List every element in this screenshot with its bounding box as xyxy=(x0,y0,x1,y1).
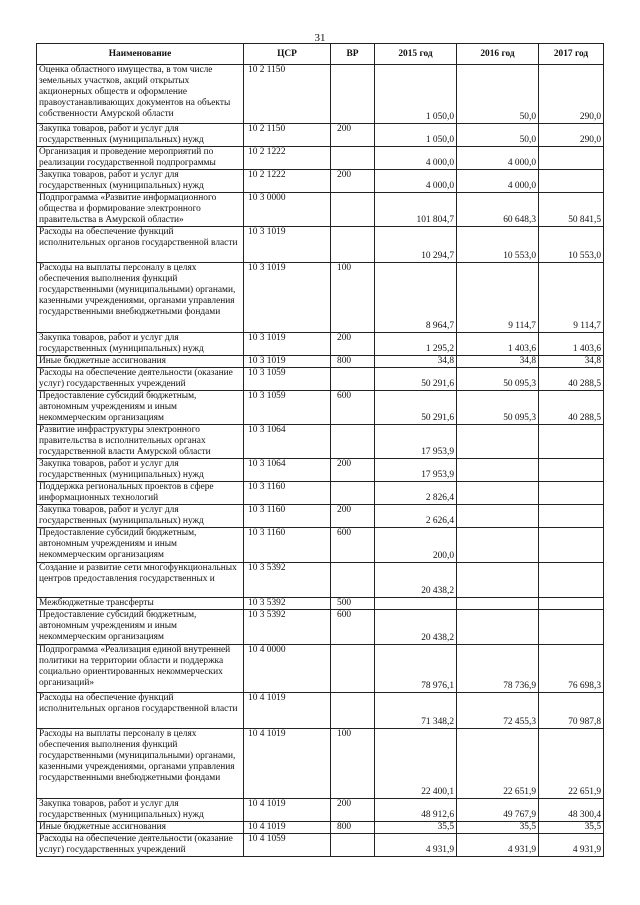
table-row xyxy=(37,834,604,857)
cell-csr: 10 4 1019 xyxy=(244,693,331,729)
table-row xyxy=(37,333,604,356)
cell-2017: 35,5 xyxy=(539,822,604,834)
cell-2015: 200,0 xyxy=(375,528,457,563)
cell-2015: 2 626,4 xyxy=(375,505,457,528)
cell-2016 xyxy=(457,505,539,528)
table-row xyxy=(37,368,604,391)
cell-csr: 10 3 5392 xyxy=(244,598,331,610)
cell-csr: 10 3 1160 xyxy=(244,482,331,505)
cell-2017 xyxy=(539,505,604,528)
cell-csr: 10 4 1019 xyxy=(244,799,331,822)
cell-2015: 50 291,6 xyxy=(375,391,457,425)
table-row xyxy=(37,505,604,528)
cell-2015: 17 953,9 xyxy=(375,425,457,459)
cell-2016 xyxy=(457,459,539,482)
cell-csr: 10 3 1059 xyxy=(244,368,331,391)
cell-name: Предоставление субсидий бюджетным, автономным учреждениям и иным некоммерческим организациям xyxy=(37,528,244,563)
cell-vr xyxy=(331,193,375,227)
cell-2015: 71 348,2 xyxy=(375,693,457,729)
cell-vr: 800 xyxy=(331,356,375,368)
cell-vr: 100 xyxy=(331,263,375,333)
cell-vr: 200 xyxy=(331,333,375,356)
cell-name: Подпрограмма «Реализация единой внутренней политики на территории области и поддержка социально ориентированных некоммерческих организаций» xyxy=(37,645,244,693)
table-row xyxy=(37,193,604,227)
col-header-vr: ВР xyxy=(331,44,375,65)
cell-2016 xyxy=(457,528,539,563)
cell-vr xyxy=(331,645,375,693)
cell-2015: 4 931,9 xyxy=(375,834,457,857)
cell-2017: 70 987,8 xyxy=(539,693,604,729)
cell-2016: 35,5 xyxy=(457,822,539,834)
cell-csr: 10 3 5392 xyxy=(244,563,331,598)
cell-vr xyxy=(331,227,375,263)
cell-csr: 10 3 1064 xyxy=(244,459,331,482)
cell-2015: 22 400,1 xyxy=(375,729,457,799)
cell-vr: 800 xyxy=(331,822,375,834)
cell-csr: 10 3 0000 xyxy=(244,193,331,227)
cell-csr: 10 2 1150 xyxy=(244,65,331,124)
cell-vr: 100 xyxy=(331,729,375,799)
cell-csr: 10 2 1222 xyxy=(244,147,331,170)
col-header-2015: 2015 год xyxy=(375,44,457,65)
cell-2015: 4 000,0 xyxy=(375,170,457,193)
cell-2015: 1 050,0 xyxy=(375,124,457,147)
cell-2016: 50,0 xyxy=(457,124,539,147)
cell-vr xyxy=(331,147,375,170)
cell-2015: 20 438,2 xyxy=(375,563,457,598)
cell-2016: 34,8 xyxy=(457,356,539,368)
table-row xyxy=(37,693,604,729)
cell-name: Закупка товаров, работ и услуг для государственных (муниципальных) нужд xyxy=(37,799,244,822)
col-header-2017: 2017 год xyxy=(539,44,604,65)
table-row xyxy=(37,263,604,333)
table-row xyxy=(37,391,604,425)
cell-csr: 10 2 1150 xyxy=(244,124,331,147)
cell-vr: 200 xyxy=(331,799,375,822)
cell-csr: 10 3 1019 xyxy=(244,227,331,263)
cell-2016 xyxy=(457,425,539,459)
cell-2015: 48 912,6 xyxy=(375,799,457,822)
col-header-csr: ЦСР xyxy=(244,44,331,65)
cell-csr: 10 3 1160 xyxy=(244,505,331,528)
cell-2015: 1 295,2 xyxy=(375,333,457,356)
cell-name: Поддержка региональных проектов в сфере информационных технологий xyxy=(37,482,244,505)
cell-2016: 49 767,9 xyxy=(457,799,539,822)
col-header-2016: 2016 год xyxy=(457,44,539,65)
cell-name: Расходы на выплаты персоналу в целях обеспечения выполнения функций государственными (муниципальными) органами, казенными учреждениями, органами управления государственными внебюджетными фондами xyxy=(37,729,244,799)
cell-2017: 290,0 xyxy=(539,124,604,147)
cell-2017: 4 931,9 xyxy=(539,834,604,857)
cell-name: Предоставление субсидий бюджетным, автономным учреждениям и иным некоммерческим организациям xyxy=(37,391,244,425)
cell-2016: 50 095,3 xyxy=(457,368,539,391)
table-row xyxy=(37,227,604,263)
table-row xyxy=(37,645,604,693)
table-row xyxy=(37,610,604,645)
table-body xyxy=(37,65,604,857)
table-row xyxy=(37,170,604,193)
table-row xyxy=(37,799,604,822)
cell-2017: 40 288,5 xyxy=(539,391,604,425)
cell-2015: 50 291,6 xyxy=(375,368,457,391)
cell-csr: 10 3 1019 xyxy=(244,333,331,356)
cell-name: Предоставление субсидий бюджетным, автономным учреждениям и иным некоммерческим организациям xyxy=(37,610,244,645)
cell-vr xyxy=(331,425,375,459)
cell-2017: 10 553,0 xyxy=(539,227,604,263)
cell-2015: 4 000,0 xyxy=(375,147,457,170)
cell-vr: 200 xyxy=(331,170,375,193)
cell-vr: 200 xyxy=(331,124,375,147)
cell-2016: 4 000,0 xyxy=(457,147,539,170)
cell-2017: 1 403,6 xyxy=(539,333,604,356)
cell-2016: 72 455,3 xyxy=(457,693,539,729)
cell-vr xyxy=(331,368,375,391)
cell-name: Иные бюджетные ассигнования xyxy=(37,822,244,834)
cell-vr: 600 xyxy=(331,391,375,425)
cell-vr: 600 xyxy=(331,528,375,563)
cell-2016 xyxy=(457,610,539,645)
cell-csr: 10 4 1059 xyxy=(244,834,331,857)
cell-name: Закупка товаров, работ и услуг для государственных (муниципальных) нужд xyxy=(37,333,244,356)
cell-2016: 10 553,0 xyxy=(457,227,539,263)
cell-vr xyxy=(331,563,375,598)
budget-table xyxy=(36,43,604,857)
cell-vr: 500 xyxy=(331,598,375,610)
cell-name: Организация и проведение мероприятий по реализации государственной подпрограммы xyxy=(37,147,244,170)
cell-2016: 78 736,9 xyxy=(457,645,539,693)
table-row xyxy=(37,563,604,598)
cell-2015: 1 050,0 xyxy=(375,65,457,124)
cell-name: Развитие инфраструктуры электронного правительства в исполнительных органах государственной власти Амурской области xyxy=(37,425,244,459)
cell-name: Расходы на обеспечение деятельности (оказание услуг) государственных учреждений xyxy=(37,834,244,857)
cell-2016: 22 651,9 xyxy=(457,729,539,799)
cell-name: Расходы на обеспечение функций исполнительных органов государственной власти xyxy=(37,227,244,263)
cell-2015: 10 294,7 xyxy=(375,227,457,263)
cell-2015: 20 438,2 xyxy=(375,610,457,645)
cell-2017: 290,0 xyxy=(539,65,604,124)
cell-csr: 10 2 1222 xyxy=(244,170,331,193)
table-row xyxy=(37,822,604,834)
cell-2016: 50 095,3 xyxy=(457,391,539,425)
cell-name: Оценка областного имущества, в том числе земельных участков, акций открытых акционерных обществ и оформление правоустанавливающих документов на объекты собственности Амурской области xyxy=(37,65,244,124)
cell-csr: 10 4 1019 xyxy=(244,822,331,834)
cell-2015: 17 953,9 xyxy=(375,459,457,482)
cell-name: Расходы на выплаты персоналу в целях обеспечения выполнения функций государственными (муниципальными) органами, казенными учреждениями, органами управления государственными внебюджетными фондами xyxy=(37,263,244,333)
cell-csr: 10 3 5392 xyxy=(244,610,331,645)
cell-2017: 48 300,4 xyxy=(539,799,604,822)
cell-2015: 34,8 xyxy=(375,356,457,368)
cell-csr: 10 3 1064 xyxy=(244,425,331,459)
cell-2016 xyxy=(457,482,539,505)
cell-2017: 22 651,9 xyxy=(539,729,604,799)
cell-2017 xyxy=(539,598,604,610)
table-row xyxy=(37,598,604,610)
cell-vr xyxy=(331,482,375,505)
cell-2017 xyxy=(539,610,604,645)
cell-vr xyxy=(331,834,375,857)
cell-2017 xyxy=(539,482,604,505)
table-row xyxy=(37,729,604,799)
cell-2017 xyxy=(539,528,604,563)
cell-vr: 200 xyxy=(331,459,375,482)
cell-2017: 76 698,3 xyxy=(539,645,604,693)
cell-2017: 9 114,7 xyxy=(539,263,604,333)
cell-2016 xyxy=(457,563,539,598)
table-row xyxy=(37,147,604,170)
cell-2017 xyxy=(539,147,604,170)
col-header-name: Наименование xyxy=(37,44,244,65)
cell-2016 xyxy=(457,598,539,610)
cell-2016: 4 000,0 xyxy=(457,170,539,193)
cell-name: Создание и развитие сети многофункциональных центров предоставления государственных и xyxy=(37,563,244,598)
cell-2015: 2 826,4 xyxy=(375,482,457,505)
table-row xyxy=(37,356,604,368)
cell-name: Иные бюджетные ассигнования xyxy=(37,356,244,368)
cell-2017 xyxy=(539,459,604,482)
cell-name: Межбюджетные трансферты xyxy=(37,598,244,610)
cell-2016: 9 114,7 xyxy=(457,263,539,333)
cell-vr xyxy=(331,65,375,124)
cell-vr: 200 xyxy=(331,505,375,528)
table-row xyxy=(37,482,604,505)
cell-2016: 50,0 xyxy=(457,65,539,124)
cell-2017 xyxy=(539,425,604,459)
cell-name: Подпрограмма «Развитие информационного общества и формирование электронного правительства в Амурской области» xyxy=(37,193,244,227)
cell-name: Закупка товаров, работ и услуг для государственных (муниципальных) нужд xyxy=(37,170,244,193)
cell-csr: 10 3 1160 xyxy=(244,528,331,563)
table-row xyxy=(37,65,604,124)
table-row xyxy=(37,528,604,563)
cell-2017: 50 841,5 xyxy=(539,193,604,227)
table-row xyxy=(37,459,604,482)
table-row xyxy=(37,124,604,147)
cell-2016: 1 403,6 xyxy=(457,333,539,356)
page-number: 31 xyxy=(314,32,326,44)
cell-vr: 600 xyxy=(331,610,375,645)
cell-name: Закупка товаров, работ и услуг для государственных (муниципальных) нужд xyxy=(37,459,244,482)
cell-csr: 10 3 1019 xyxy=(244,356,331,368)
cell-2015: 78 976,1 xyxy=(375,645,457,693)
cell-2017: 34,8 xyxy=(539,356,604,368)
cell-2017 xyxy=(539,563,604,598)
cell-2016: 60 648,3 xyxy=(457,193,539,227)
cell-name: Расходы на обеспечение функций исполнительных органов государственной власти xyxy=(37,693,244,729)
cell-2015: 8 964,7 xyxy=(375,263,457,333)
cell-vr xyxy=(331,693,375,729)
cell-csr: 10 4 0000 xyxy=(244,645,331,693)
cell-csr: 10 4 1019 xyxy=(244,729,331,799)
cell-csr: 10 3 1059 xyxy=(244,391,331,425)
cell-2015: 101 804,7 xyxy=(375,193,457,227)
table-row xyxy=(37,425,604,459)
cell-name: Закупка товаров, работ и услуг для государственных (муниципальных) нужд xyxy=(37,505,244,528)
cell-name: Закупка товаров, работ и услуг для государственных (муниципальных) нужд xyxy=(37,124,244,147)
header-row xyxy=(37,44,604,65)
cell-2015 xyxy=(375,598,457,610)
cell-2016: 4 931,9 xyxy=(457,834,539,857)
cell-2015: 35,5 xyxy=(375,822,457,834)
cell-csr: 10 3 1019 xyxy=(244,263,331,333)
cell-2017: 40 288,5 xyxy=(539,368,604,391)
cell-name: Расходы на обеспечение деятельности (оказание услуг) государственных учреждений xyxy=(37,368,244,391)
cell-2017 xyxy=(539,170,604,193)
